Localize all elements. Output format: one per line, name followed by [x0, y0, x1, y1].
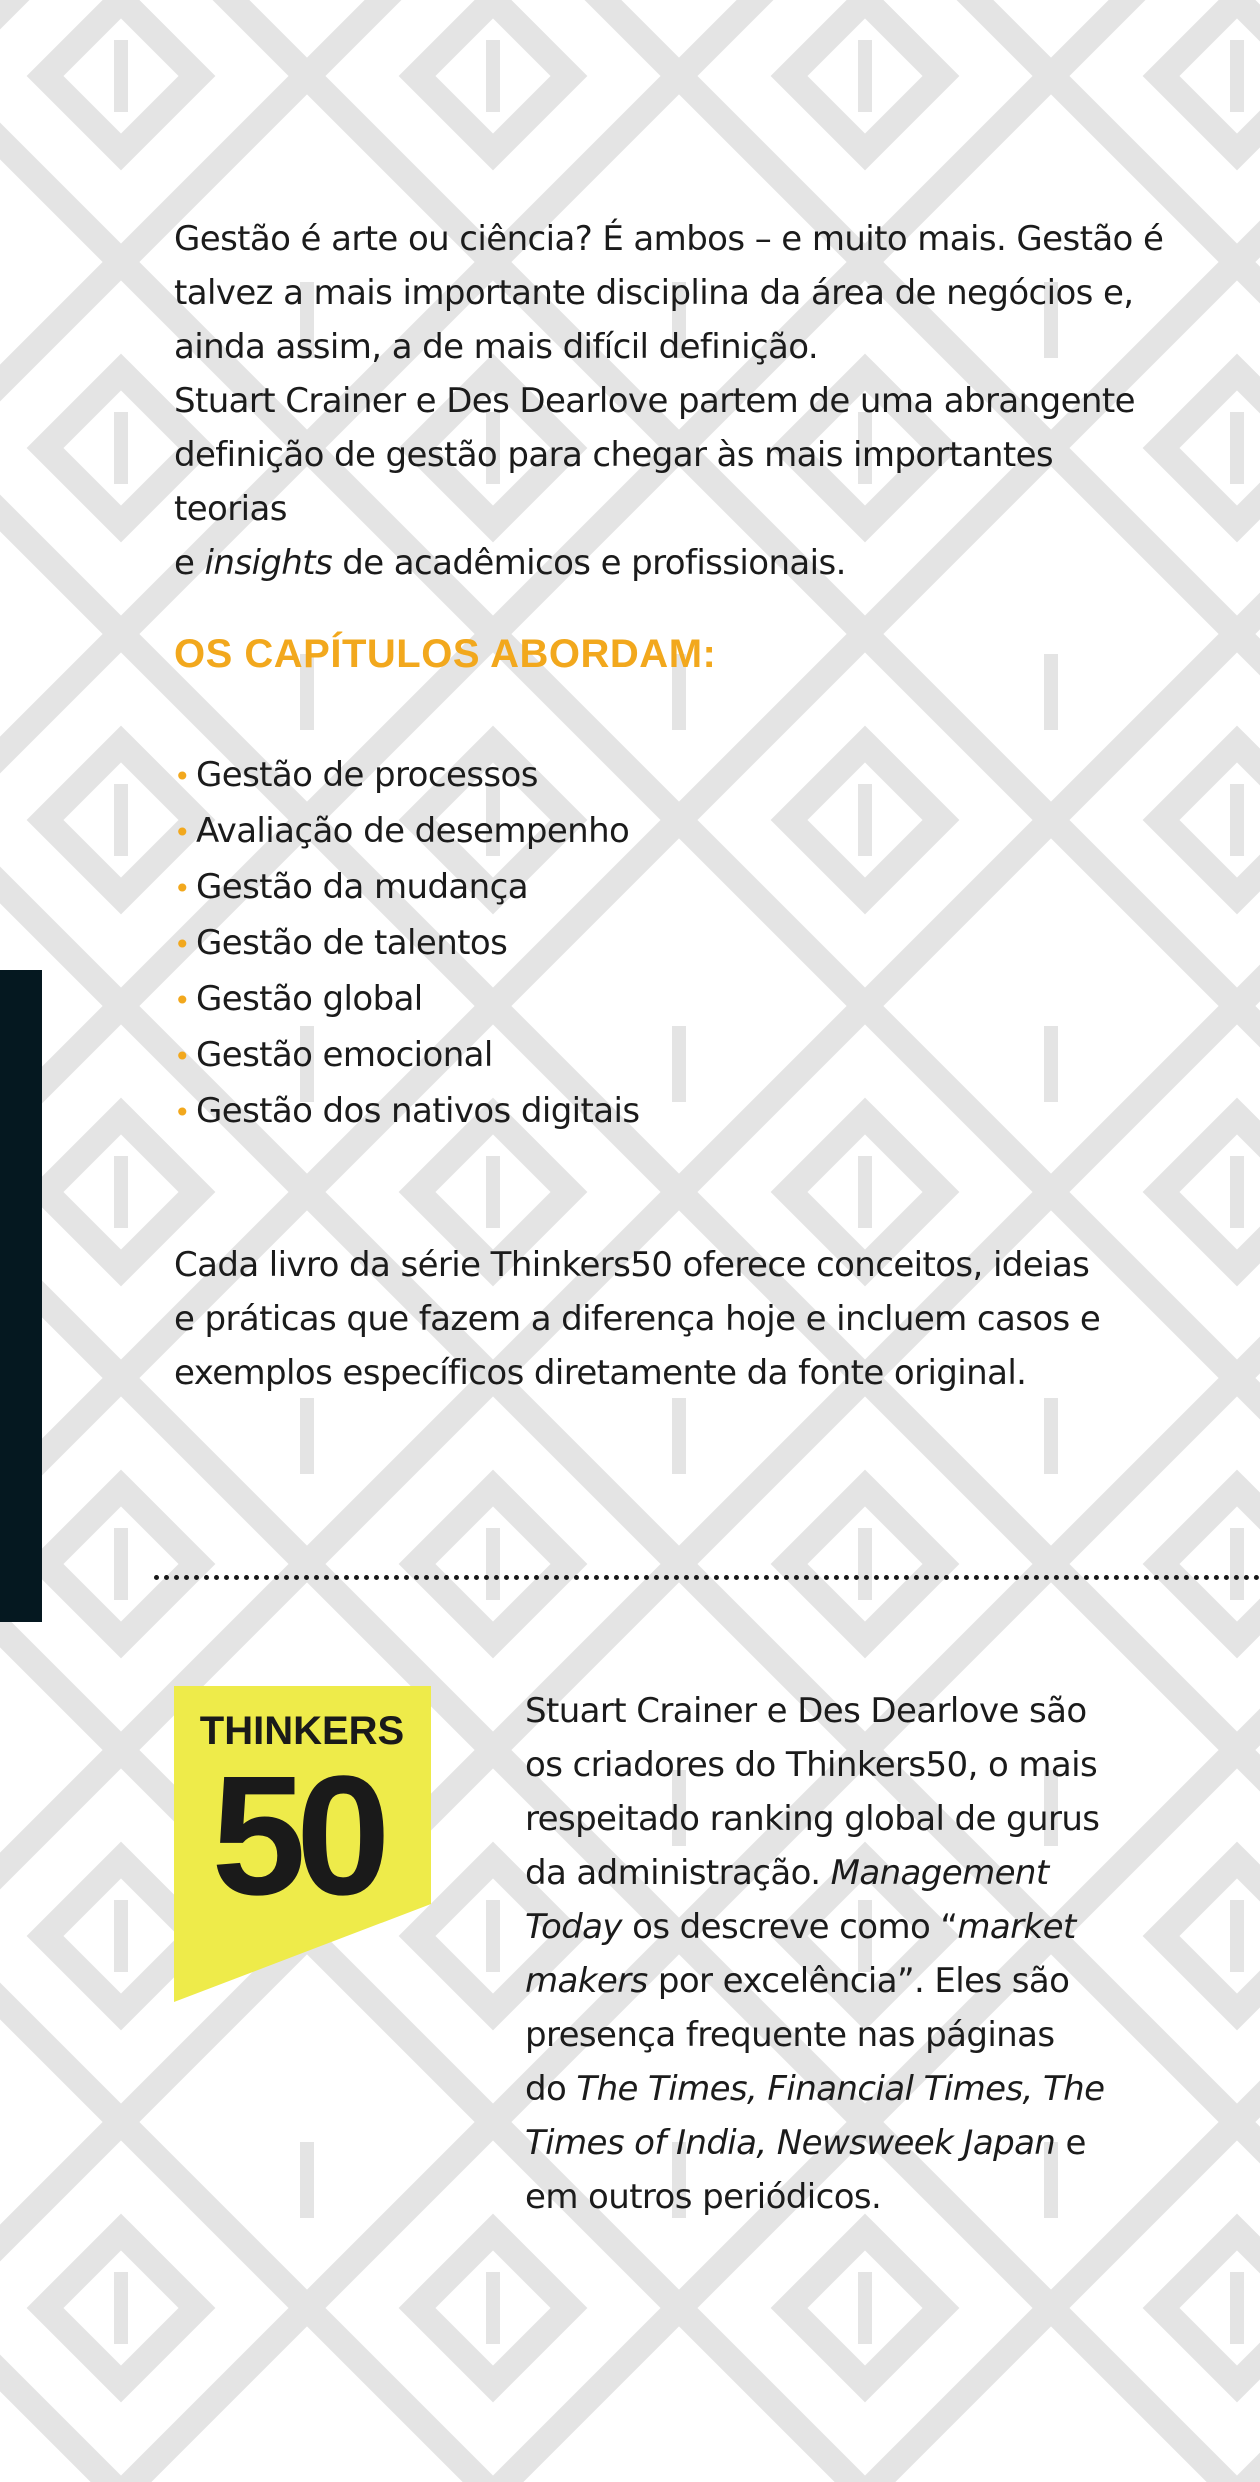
intro-line: definição de gestão para chegar às mais importantes teorias — [174, 435, 1054, 529]
list-item-label: Gestão de processos — [196, 755, 538, 795]
intro-text: de acadêmicos e profissionais. — [332, 543, 846, 583]
intro-line: talvez a mais importante disciplina da área de negócios e, — [174, 273, 1134, 313]
bullet-icon: • — [174, 1096, 190, 1129]
bio-line: em outros periódicos. — [525, 2177, 882, 2217]
intro-line — [174, 536, 1174, 590]
bio-italic: Today — [525, 1907, 622, 1947]
list-item — [174, 860, 639, 916]
list-item — [174, 972, 639, 1028]
intro-line: ainda assim, a de mais difícil definição. — [174, 327, 819, 367]
dotted-divider — [154, 1575, 1260, 1580]
bio-line: os criadores do Thinkers50, o mais — [525, 1745, 1098, 1785]
bullet-icon: • — [174, 872, 190, 905]
thinkers50-logo — [174, 1686, 431, 2002]
bio-text: por excelência”. Eles são — [647, 1961, 1070, 2001]
bullet-icon: • — [174, 1040, 190, 1073]
authors-bio — [525, 1684, 1175, 2224]
series-line: Cada livro da série Thinkers50 oferece conceitos, ideias — [174, 1245, 1090, 1285]
bio-text: do — [525, 2069, 577, 2109]
bio-italic: Management — [830, 1853, 1049, 1893]
bio-text: da administração. — [525, 1853, 831, 1893]
bio-line: Stuart Crainer e Des Dearlove são — [525, 1691, 1087, 1731]
list-item-label: Gestão emocional — [196, 1035, 493, 1075]
bio-italic: makers — [525, 1961, 648, 2001]
bio-line — [525, 2116, 1175, 2170]
bullet-icon: • — [174, 984, 190, 1017]
list-item — [174, 1084, 639, 1140]
list-item — [174, 1028, 639, 1084]
bullet-icon: • — [174, 816, 190, 849]
logo-number: 50 — [211, 1741, 381, 1931]
intro-line: Stuart Crainer e Des Dearlove partem de uma abrangente — [174, 381, 1135, 421]
logo-word: THINKERS — [199, 1709, 405, 1753]
spine-bar — [0, 970, 42, 1622]
bio-line — [525, 1900, 1175, 1954]
bio-italic: Times of India, Newsweek Japan — [525, 2123, 1056, 2163]
bio-line — [525, 1954, 1175, 2008]
intro-line: Gestão é arte ou ciência? É ambos – e muito mais. Gestão é — [174, 219, 1164, 259]
intro-paragraph — [174, 212, 1174, 590]
bio-text: os descreve como “ — [621, 1907, 958, 1947]
list-item-label: Gestão de talentos — [196, 923, 508, 963]
series-line: e práticas que fazem a diferença hoje e incluem casos e — [174, 1299, 1101, 1339]
chapters-heading: OS CAPÍTULOS ABORDAM: — [174, 632, 717, 676]
bullet-icon: • — [174, 760, 190, 793]
bio-line — [525, 1846, 1175, 1900]
list-item — [174, 804, 639, 860]
bio-italic: market — [957, 1907, 1076, 1947]
series-paragraph — [174, 1238, 1174, 1400]
bio-line: respeitado ranking global de gurus — [525, 1799, 1100, 1839]
list-item — [174, 916, 639, 972]
list-item-label: Gestão dos nativos digitais — [196, 1091, 640, 1131]
list-item-label: Gestão global — [196, 979, 423, 1019]
bio-line — [525, 2062, 1175, 2116]
list-item-label: Gestão da mudança — [196, 867, 528, 907]
chapter-list — [174, 748, 639, 1140]
bio-italic: The Times, Financial Times, The — [576, 2069, 1105, 2109]
bio-line: presença frequente nas páginas — [525, 2015, 1055, 2055]
bio-text: e — [1055, 2123, 1086, 2163]
series-line: exemplos específicos diretamente da fonte original. — [174, 1353, 1027, 1393]
list-item-label: Avaliação de desempenho — [196, 811, 630, 851]
intro-italic: insights — [204, 543, 333, 583]
bullet-icon: • — [174, 928, 190, 961]
list-item — [174, 748, 639, 804]
intro-text: e — [174, 543, 205, 583]
